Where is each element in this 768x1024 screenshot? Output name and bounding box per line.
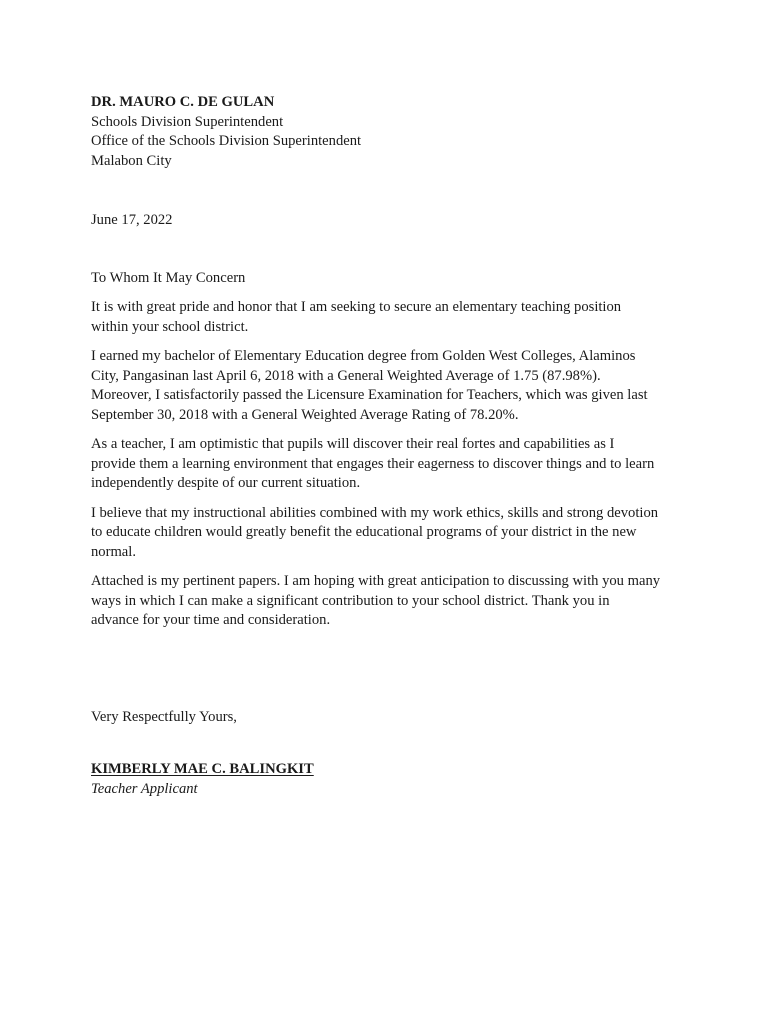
paragraph-line: Attached is my pertinent papers. I am hoping with great anticipation to discussing with you many (91, 573, 661, 589)
paragraph-line: to educate children would greatly benefit the educational programs of your district in the new (91, 524, 637, 540)
body-paragraph-2 (91, 347, 681, 425)
paragraph-line: It is with great pride and honor that I am seeking to secure an elementary teaching position (91, 299, 622, 315)
paragraph-line: I earned my bachelor of Elementary Education degree from Golden West Colleges, Alaminos (91, 348, 636, 364)
signer-name: KIMBERLY MAE C. BALINGKIT (91, 761, 314, 777)
paragraph-line: normal. (91, 543, 136, 560)
paragraph-line: provide them a learning environment that engages their eagerness to discover things and to learn (91, 455, 655, 472)
recipient-name: DR. MAURO C. DE GULAN (91, 94, 275, 110)
letter-date: June 17, 2022 (91, 212, 173, 228)
paragraph-line: City, Pangasinan last April 6, 2018 with a General Weighted Average of 1.75 (87.98%). (91, 367, 601, 384)
body-paragraph-5 (91, 572, 681, 631)
recipient-city: Malabon City (91, 152, 172, 169)
closing-text: Very Respectfully Yours, (91, 708, 237, 725)
paragraph-line: September 30, 2018 with a General Weighted Average Rating of 78.20%. (91, 406, 519, 423)
signature-block (91, 760, 681, 799)
paragraph-line: advance for your time and consideration. (91, 612, 331, 628)
paragraph-line: Moreover, I satisfactorily passed the Licensure Examination for Teachers, which was given last (91, 387, 648, 403)
salutation (91, 269, 681, 289)
recipient-block (91, 93, 681, 171)
body-paragraph-4 (91, 504, 681, 563)
signer-title: Teacher Applicant (91, 780, 198, 797)
body-paragraph-1 (91, 298, 681, 337)
recipient-office: Office of the Schools Division Superintendent (91, 133, 362, 149)
paragraph-line: As a teacher, I am optimistic that pupils will discover their real fortes and capabilities as I (91, 436, 615, 452)
body-paragraph-3 (91, 435, 681, 494)
recipient-title: Schools Division Superintendent (91, 113, 284, 130)
letter-page (91, 93, 681, 799)
paragraph-line: within your school district. (91, 318, 249, 335)
salutation-text: To Whom It May Concern (91, 269, 246, 286)
paragraph-line: ways in which I can make a significant contribution to your school district. Thank you in (91, 592, 610, 609)
paragraph-line: independently despite of our current situation. (91, 475, 361, 491)
paragraph-line: I believe that my instructional abilities combined with my work ethics, skills and strong devotion (91, 504, 659, 521)
